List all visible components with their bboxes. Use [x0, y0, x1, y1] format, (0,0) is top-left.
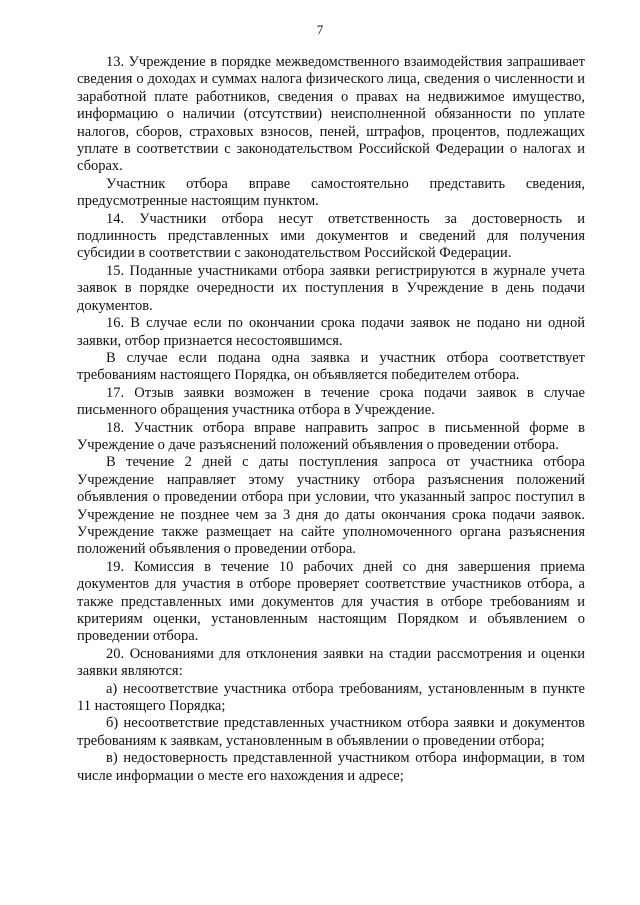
- paragraph-13: 13. Учреждение в порядке межведомственного взаимодействия запрашивает сведения о доходах и суммах налога физического лица, сведения о численности и заработной плате работников, сведения о правах на недвижимое имущество, информацию о наличии (отсутствии) неисполненной обязанности по уплате налогов, сборов, страховых взносов, пеней, штрафов, процентов, подлежащих уплате в соответствии с законодательством Российской Федерации о налогах и сборах.: [77, 54, 585, 175]
- paragraph-13-note: Участник отбора вправе самостоятельно представить сведения, предусмотренные настоящим пунктом.: [77, 175, 585, 210]
- paragraph-17: 17. Отзыв заявки возможен в течение срока подачи заявок в случае письменного обращения участника отбора в Учреждение.: [77, 384, 585, 419]
- page-number: 7: [316, 22, 324, 37]
- paragraph-16: 16. В случае если по окончании срока подачи заявок не подано ни одной заявки, отбор признается несостоявшимся.: [77, 315, 585, 349]
- paragraph-19: 19. Комиссия в течение 10 рабочих дней со дня завершения приема документов для участия в отборе проверяет соответствие участников отбора, а также представленных ими документов для участия в отборе требованиям и критериям оценки, установленным настоящим Порядком и объявлением о проведении отбора.: [77, 558, 585, 645]
- paragraph-18: 18. Участник отбора вправе направить запрос в письменной форме в Учреждение о даче разъяснений положений объявления о проведении отбора.: [77, 419, 585, 453]
- paragraph-20-item-b: б) несоответствие представленных участником отбора заявки и документов требованиям к заявкам, установленным в объявлении о проведении отбора;: [77, 715, 585, 749]
- paragraph-20-item-a: а) несоответствие участника отбора требованиям, установленным в пункте 11 настоящего Порядка;: [77, 680, 585, 715]
- document-body: [77, 54, 585, 785]
- paragraph-20: 20. Основаниями для отклонения заявки на стадии рассмотрения и оценки заявки являются:: [77, 645, 585, 680]
- paragraph-18-note: В течение 2 дней с даты поступления запроса от участника отбора Учреждение направляет этому участнику отбора разъяснения положений объявления о проведении отбора при условии, что указанный запрос поступил в Учреждение не позднее чем за 3 дня до даты окончания срока подачи заявок. Учреждение также размещает на сайте уполномоченного органа разъяснения положений объявления о проведении отбора.: [77, 454, 585, 558]
- paragraph-20-item-v: в) недостоверность представленной участником отбора информации, в том числе информации о месте его нахождения и адресе;: [77, 750, 585, 784]
- paragraph-16-note: В случае если подана одна заявка и участник отбора соответствует требованиям настоящего Порядка, он объявляется победителем отбора.: [77, 349, 585, 384]
- paragraph-14: 14. Участники отбора несут ответственность за достоверность и подлинность представленных ими документов и сведений для получения субсидии в соответствии с законодательством Российской Федерации.: [77, 210, 585, 262]
- paragraph-15: 15. Поданные участниками отбора заявки регистрируются в журнале учета заявок в порядке очередности их поступления в Учреждение в день подачи документов.: [77, 262, 585, 314]
